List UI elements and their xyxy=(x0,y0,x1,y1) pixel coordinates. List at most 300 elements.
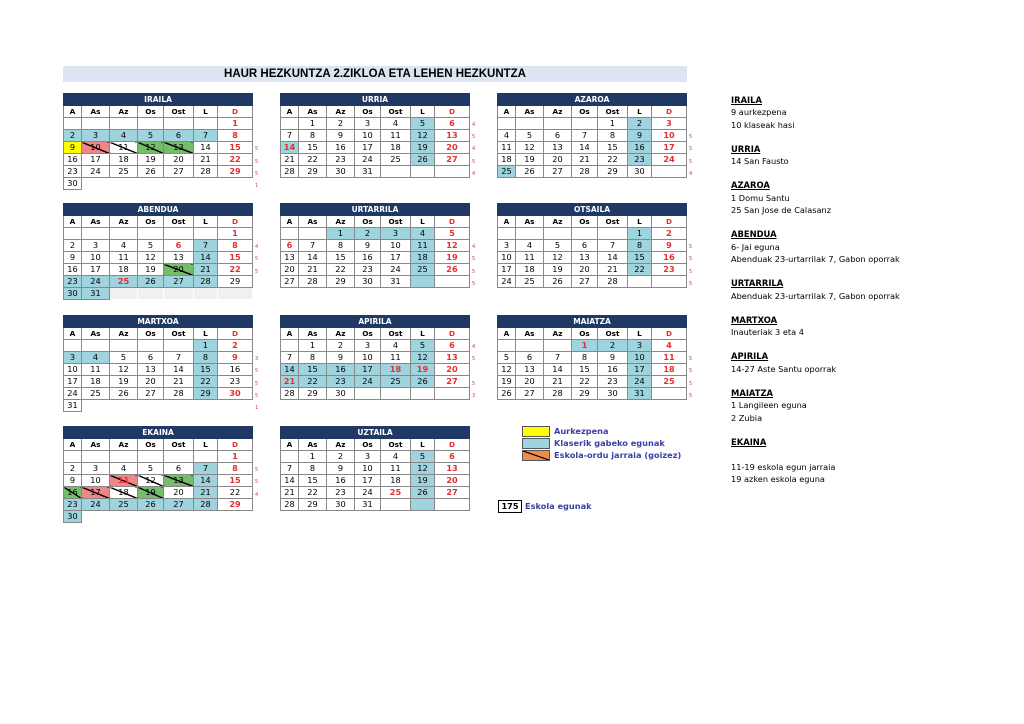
day-cell xyxy=(82,340,110,352)
total-value: 175 xyxy=(498,500,522,513)
weekday-header: L xyxy=(194,106,218,118)
week-school-day-count: 5 xyxy=(689,392,693,399)
week-school-day-count: 5 xyxy=(472,380,476,387)
calendar-table xyxy=(63,426,253,523)
day-cell: 3 xyxy=(498,240,516,252)
day-cell xyxy=(652,276,687,288)
day-cell: 5 xyxy=(411,340,435,352)
day-cell xyxy=(194,511,218,523)
day-cell: 27 xyxy=(164,499,194,511)
weekday-header: Az xyxy=(544,216,572,228)
note-line: 25 San Jose de Calasanz xyxy=(731,205,831,216)
note-line: 14-27 Aste Santu oporrak xyxy=(731,363,837,374)
week-school-day-count: 5 xyxy=(472,158,476,165)
day-cell: 16 xyxy=(598,364,628,376)
day-cell: 6 xyxy=(544,130,572,142)
weekday-header: Az xyxy=(327,328,355,340)
week-school-day-count: 5 xyxy=(689,146,693,153)
day-cell: 13 xyxy=(281,252,299,264)
day-cell: 14 xyxy=(598,252,628,264)
day-cell: 1 xyxy=(299,340,327,352)
day-cell: 4 xyxy=(110,240,138,252)
day-cell: 29 xyxy=(218,499,253,511)
weekday-header: L xyxy=(628,328,652,340)
week-school-day-count: 5 xyxy=(472,134,476,141)
day-cell xyxy=(516,340,544,352)
day-cell: 12 xyxy=(411,130,435,142)
day-cell xyxy=(218,511,253,523)
day-cell: 24 xyxy=(355,487,381,499)
month-header: UZTAILA xyxy=(281,427,470,439)
day-cell xyxy=(194,288,218,300)
day-cell: 14 xyxy=(544,364,572,376)
weekday-header: Az xyxy=(327,216,355,228)
day-cell: 5 xyxy=(435,228,470,240)
day-cell: 8 xyxy=(218,463,253,475)
day-cell: 10 xyxy=(355,130,381,142)
day-cell: 15 xyxy=(299,475,327,487)
day-cell: 6 xyxy=(281,240,299,252)
weekday-header: Os xyxy=(138,216,164,228)
day-cell: 2 xyxy=(598,340,628,352)
weekday-header: Os xyxy=(355,328,381,340)
weekday-header: A xyxy=(64,216,82,228)
day-cell: 30 xyxy=(355,276,381,288)
day-cell: 9 xyxy=(327,130,355,142)
week-school-day-count: 5 xyxy=(689,158,693,165)
week-school-day-count: 4 xyxy=(472,146,476,153)
weekday-header: Os xyxy=(572,216,598,228)
weekday-header: L xyxy=(194,439,218,451)
note-line: 14 San Fausto xyxy=(731,156,789,167)
day-cell: 16 xyxy=(628,142,652,154)
day-cell: 1 xyxy=(628,228,652,240)
week-school-day-count: 3 xyxy=(472,392,476,399)
weekday-header: D xyxy=(435,328,470,340)
day-cell: 16 xyxy=(652,252,687,264)
weekday-header: Ost xyxy=(164,106,194,118)
day-cell: 6 xyxy=(164,463,194,475)
day-cell: 3 xyxy=(381,228,411,240)
day-cell: 13 xyxy=(435,463,470,475)
day-cell: 13 xyxy=(164,142,194,154)
weekday-header: Os xyxy=(138,106,164,118)
day-cell: 10 xyxy=(82,142,110,154)
day-cell: 28 xyxy=(281,499,299,511)
note-line: Inauteriak 3 eta 4 xyxy=(731,327,804,338)
weekday-header: D xyxy=(435,216,470,228)
month-header: MAIATZA xyxy=(498,316,687,328)
day-cell: 2 xyxy=(355,228,381,240)
month-header: OTSAILA xyxy=(498,204,687,216)
day-cell: 5 xyxy=(544,240,572,252)
day-cell: 30 xyxy=(64,178,82,190)
weekday-header: L xyxy=(411,106,435,118)
day-cell: 24 xyxy=(498,276,516,288)
day-cell: 7 xyxy=(598,240,628,252)
day-cell: 17 xyxy=(498,264,516,276)
day-cell: 2 xyxy=(327,118,355,130)
day-cell xyxy=(64,451,82,463)
weekday-header: Az xyxy=(110,216,138,228)
day-cell xyxy=(218,288,253,300)
day-cell: 8 xyxy=(628,240,652,252)
day-cell: 26 xyxy=(498,388,516,400)
day-cell: 25 xyxy=(82,388,110,400)
note-line: Abenduak 23-urtarrilak 7, Gabon oporrak xyxy=(731,253,900,264)
day-cell: 14 xyxy=(281,142,299,154)
day-cell: 14 xyxy=(281,475,299,487)
day-cell: 23 xyxy=(327,376,355,388)
day-cell xyxy=(138,228,164,240)
day-cell: 14 xyxy=(194,252,218,264)
day-cell xyxy=(64,118,82,130)
day-cell: 12 xyxy=(411,352,435,364)
day-cell: 12 xyxy=(435,240,470,252)
day-cell: 3 xyxy=(82,463,110,475)
day-cell: 4 xyxy=(498,130,516,142)
day-cell: 2 xyxy=(327,340,355,352)
day-cell: 22 xyxy=(218,487,253,499)
week-school-day-count: 5 xyxy=(255,392,259,399)
weekday-header: Az xyxy=(110,328,138,340)
day-cell: 1 xyxy=(299,451,327,463)
day-cell: 26 xyxy=(138,499,164,511)
month-header: MARTXOA xyxy=(64,316,253,328)
weekday-header: Az xyxy=(110,439,138,451)
day-cell xyxy=(110,511,138,523)
day-cell: 15 xyxy=(299,364,327,376)
week-school-day-count: 4 xyxy=(255,244,259,251)
day-cell: 18 xyxy=(110,154,138,166)
day-cell: 13 xyxy=(138,364,164,376)
day-cell: 21 xyxy=(194,264,218,276)
day-cell: 2 xyxy=(327,451,355,463)
day-cell: 28 xyxy=(194,276,218,288)
month-header: EKAINA xyxy=(64,427,253,439)
day-cell: 2 xyxy=(64,130,82,142)
day-cell: 23 xyxy=(64,276,82,288)
day-cell: 15 xyxy=(598,142,628,154)
weekday-header: A xyxy=(498,328,516,340)
day-cell: 17 xyxy=(64,376,82,388)
note-line: 9 aurkezpena xyxy=(731,107,787,118)
day-cell: 26 xyxy=(516,166,544,178)
day-cell: 29 xyxy=(218,166,253,178)
day-cell xyxy=(381,166,411,178)
day-cell xyxy=(498,118,516,130)
note-line: 11-19 eskola egun jarraia xyxy=(731,461,836,472)
day-cell: 9 xyxy=(327,352,355,364)
weekday-header: D xyxy=(218,328,253,340)
day-cell xyxy=(138,400,164,412)
week-school-day-count: 5 xyxy=(472,256,476,263)
day-cell xyxy=(164,451,194,463)
day-cell xyxy=(138,288,164,300)
weekday-header: Os xyxy=(138,328,164,340)
day-cell: 16 xyxy=(327,142,355,154)
day-cell: 20 xyxy=(572,264,598,276)
day-cell: 5 xyxy=(516,130,544,142)
note-heading: AZAROA xyxy=(731,180,770,191)
day-cell xyxy=(194,400,218,412)
day-cell: 25 xyxy=(411,264,435,276)
day-cell: 11 xyxy=(498,142,516,154)
day-cell: 29 xyxy=(194,388,218,400)
weekday-header: L xyxy=(411,216,435,228)
day-cell: 19 xyxy=(411,142,435,154)
day-cell xyxy=(652,166,687,178)
day-cell: 26 xyxy=(411,376,435,388)
day-cell: 26 xyxy=(435,264,470,276)
day-cell: 30 xyxy=(327,388,355,400)
day-cell: 22 xyxy=(299,376,327,388)
calendar-maiatza xyxy=(497,315,693,400)
note-section xyxy=(731,94,1001,131)
day-cell: 3 xyxy=(82,240,110,252)
weekday-header: Os xyxy=(355,216,381,228)
calendar-table xyxy=(497,203,687,288)
note-section xyxy=(731,277,1001,302)
day-cell: 26 xyxy=(138,276,164,288)
day-cell: 22 xyxy=(327,264,355,276)
day-cell: 28 xyxy=(194,166,218,178)
week-school-day-count: 5 xyxy=(255,467,259,474)
weekday-header: D xyxy=(652,106,687,118)
day-cell: 11 xyxy=(381,352,411,364)
day-cell: 16 xyxy=(64,154,82,166)
weekday-header: As xyxy=(82,439,110,451)
weekday-header: As xyxy=(299,328,327,340)
day-cell: 1 xyxy=(327,228,355,240)
day-cell xyxy=(194,118,218,130)
day-cell xyxy=(498,340,516,352)
day-cell: 18 xyxy=(411,252,435,264)
day-cell: 13 xyxy=(572,252,598,264)
day-cell xyxy=(435,388,470,400)
day-cell: 28 xyxy=(281,166,299,178)
day-cell: 30 xyxy=(327,499,355,511)
weekday-header: As xyxy=(516,328,544,340)
day-cell: 16 xyxy=(64,487,82,499)
day-cell: 2 xyxy=(64,463,82,475)
weekday-header: As xyxy=(299,439,327,451)
week-school-day-count: 5 xyxy=(689,244,693,251)
week-school-day-count: 5 xyxy=(472,356,476,363)
note-section xyxy=(731,350,1001,375)
day-cell: 28 xyxy=(194,499,218,511)
day-cell: 16 xyxy=(218,364,253,376)
day-cell xyxy=(411,166,435,178)
weekday-header: D xyxy=(652,328,687,340)
day-cell: 26 xyxy=(411,154,435,166)
day-cell: 4 xyxy=(110,130,138,142)
day-cell: 21 xyxy=(598,264,628,276)
day-cell: 20 xyxy=(164,154,194,166)
calendar-table xyxy=(63,93,253,190)
day-cell: 25 xyxy=(381,154,411,166)
day-cell xyxy=(281,118,299,130)
day-cell: 11 xyxy=(82,364,110,376)
day-cell: 23 xyxy=(64,166,82,178)
day-cell: 7 xyxy=(194,130,218,142)
day-cell xyxy=(64,340,82,352)
day-cell: 4 xyxy=(411,228,435,240)
legend-swatch-presentation xyxy=(522,426,550,437)
weekday-header: A xyxy=(498,106,516,118)
day-cell xyxy=(411,499,435,511)
day-cell: 10 xyxy=(628,352,652,364)
day-cell: 22 xyxy=(299,154,327,166)
weekday-header: As xyxy=(516,216,544,228)
day-cell: 16 xyxy=(355,252,381,264)
day-cell: 7 xyxy=(281,130,299,142)
day-cell: 12 xyxy=(110,364,138,376)
week-school-day-count: 5 xyxy=(689,268,693,275)
day-cell xyxy=(194,228,218,240)
weekday-header: Ost xyxy=(381,216,411,228)
calendar-table xyxy=(280,93,470,178)
day-cell: 26 xyxy=(138,166,164,178)
day-cell: 22 xyxy=(572,376,598,388)
day-cell: 27 xyxy=(138,388,164,400)
weekday-header: As xyxy=(82,216,110,228)
week-school-day-count: 5 xyxy=(255,170,259,177)
day-cell: 27 xyxy=(516,388,544,400)
day-cell: 15 xyxy=(218,142,253,154)
note-line: Abenduak 23-urtarrilak 7, Gabon oporrak xyxy=(731,290,900,301)
day-cell: 12 xyxy=(138,252,164,264)
calendar-table xyxy=(280,315,470,400)
day-cell: 20 xyxy=(516,376,544,388)
day-cell: 9 xyxy=(327,463,355,475)
day-cell: 21 xyxy=(572,154,598,166)
day-cell xyxy=(498,228,516,240)
day-cell: 31 xyxy=(628,388,652,400)
day-cell xyxy=(110,340,138,352)
note-heading: MAIATZA xyxy=(731,388,774,399)
day-cell: 13 xyxy=(544,142,572,154)
day-cell: 19 xyxy=(516,154,544,166)
day-cell: 4 xyxy=(381,118,411,130)
weekday-header: Ost xyxy=(381,106,411,118)
day-cell xyxy=(82,178,110,190)
day-cell: 7 xyxy=(299,240,327,252)
week-school-day-count: 5 xyxy=(689,368,693,375)
week-school-day-count: 5 xyxy=(255,256,259,263)
day-cell: 6 xyxy=(164,130,194,142)
day-cell: 21 xyxy=(544,376,572,388)
calendar-urria xyxy=(280,93,476,178)
calendar-table xyxy=(497,93,687,178)
day-cell: 29 xyxy=(572,388,598,400)
weekday-header: D xyxy=(435,106,470,118)
week-school-day-count: 5 xyxy=(689,256,693,263)
day-cell: 23 xyxy=(628,154,652,166)
weekday-header: As xyxy=(82,328,110,340)
note-line: 1 Domu Santu xyxy=(731,192,790,203)
day-cell xyxy=(194,178,218,190)
day-cell: 20 xyxy=(544,154,572,166)
weekday-header: A xyxy=(281,106,299,118)
day-cell xyxy=(435,166,470,178)
day-cell: 21 xyxy=(281,487,299,499)
day-cell: 10 xyxy=(82,252,110,264)
day-cell: 27 xyxy=(435,376,470,388)
calendar-iraila xyxy=(63,93,259,190)
weekday-header: L xyxy=(411,439,435,451)
weekday-header: A xyxy=(64,106,82,118)
day-cell xyxy=(281,451,299,463)
day-cell: 6 xyxy=(138,352,164,364)
day-cell xyxy=(544,118,572,130)
month-header: APIRILA xyxy=(281,316,470,328)
day-cell: 7 xyxy=(281,352,299,364)
day-cell: 16 xyxy=(327,364,355,376)
day-cell: 22 xyxy=(218,264,253,276)
day-cell: 5 xyxy=(138,240,164,252)
day-cell: 24 xyxy=(381,264,411,276)
day-cell: 13 xyxy=(435,352,470,364)
day-cell xyxy=(281,340,299,352)
day-cell: 19 xyxy=(138,264,164,276)
day-cell: 21 xyxy=(164,376,194,388)
day-cell: 18 xyxy=(652,364,687,376)
day-cell: 28 xyxy=(164,388,194,400)
day-cell: 9 xyxy=(64,252,82,264)
day-cell: 15 xyxy=(194,364,218,376)
calendar-abendua xyxy=(63,203,259,300)
day-cell: 25 xyxy=(381,376,411,388)
day-cell xyxy=(82,451,110,463)
calendar-table xyxy=(497,315,687,400)
day-cell: 17 xyxy=(82,487,110,499)
day-cell: 19 xyxy=(411,364,435,376)
day-cell: 24 xyxy=(628,376,652,388)
day-cell: 22 xyxy=(628,264,652,276)
note-heading: URRIA xyxy=(731,143,761,154)
day-cell: 9 xyxy=(64,475,82,487)
note-section xyxy=(731,143,1001,168)
day-cell: 28 xyxy=(544,388,572,400)
day-cell: 12 xyxy=(138,142,164,154)
day-cell: 28 xyxy=(281,388,299,400)
day-cell xyxy=(110,118,138,130)
day-cell xyxy=(299,228,327,240)
day-cell: 9 xyxy=(64,142,82,154)
day-cell: 13 xyxy=(164,475,194,487)
weekday-header: L xyxy=(194,216,218,228)
day-cell: 4 xyxy=(110,463,138,475)
day-cell: 15 xyxy=(628,252,652,264)
day-cell: 15 xyxy=(218,475,253,487)
day-cell: 11 xyxy=(516,252,544,264)
day-cell: 10 xyxy=(355,352,381,364)
note-heading: URTARRILA xyxy=(731,278,784,289)
week-school-day-count: 4 xyxy=(689,170,693,177)
day-cell: 18 xyxy=(110,264,138,276)
day-cell: 30 xyxy=(64,288,82,300)
weekday-header: L xyxy=(628,216,652,228)
day-cell: 3 xyxy=(628,340,652,352)
day-cell xyxy=(138,178,164,190)
day-cell: 2 xyxy=(64,240,82,252)
day-cell xyxy=(110,288,138,300)
day-cell: 21 xyxy=(281,154,299,166)
day-cell: 26 xyxy=(411,487,435,499)
week-school-day-count: 4 xyxy=(472,244,476,251)
day-cell: 21 xyxy=(194,487,218,499)
